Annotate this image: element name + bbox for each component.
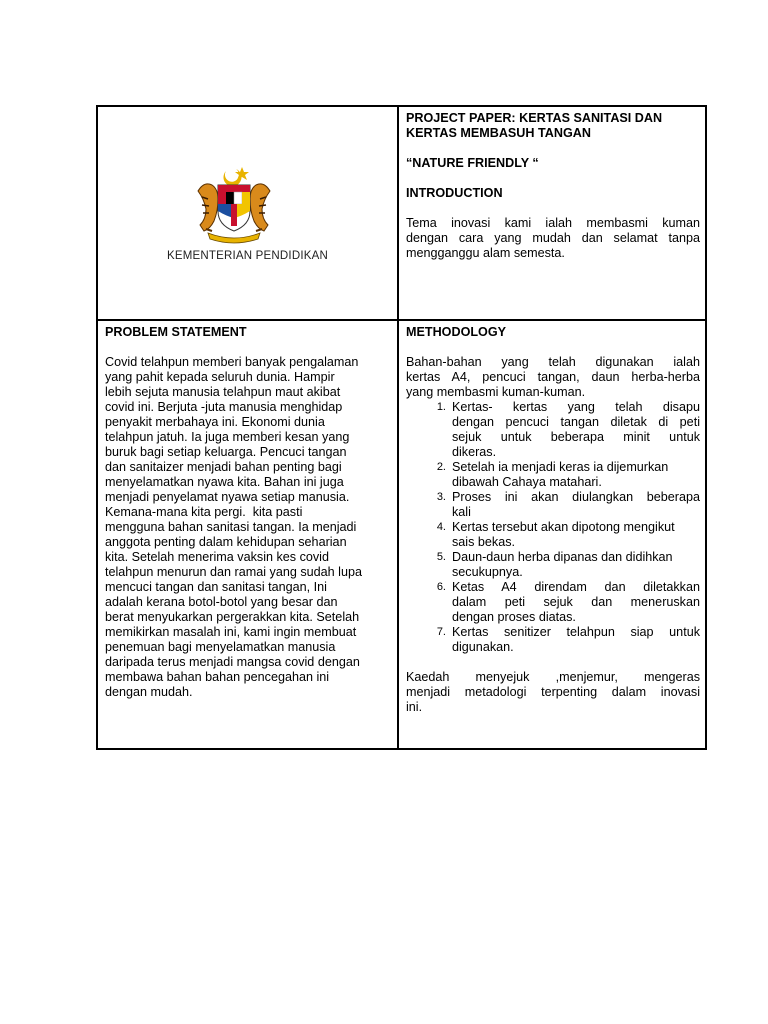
text-line: berat menyukarkan pergerakkan kita. Setelah: [105, 610, 360, 624]
step-number: 5.: [436, 551, 446, 563]
text-line: digunakan.: [452, 640, 514, 654]
project-title-line: KERTAS MEMBASUH TANGAN: [406, 126, 591, 140]
text-line: Kertas senitizer telahpun siap untuk: [452, 625, 700, 639]
tagline: “NATURE FRIENDLY “: [406, 156, 539, 170]
text-line: sejuk untuk beberapa minit untuk: [452, 430, 700, 444]
introduction-heading: INTRODUCTION: [406, 186, 503, 200]
text-line: buruk bagi setiap keluarga. Pencuci tangan: [105, 445, 347, 459]
text-line: memikirkan masalah ini, kami ingin membuat: [105, 625, 357, 639]
text-line: Covid telahpun memberi banyak pengalaman: [105, 355, 359, 369]
methodology-heading: METHODOLOGY: [406, 325, 507, 339]
step-number: 3.: [436, 491, 446, 503]
step-number: 7.: [436, 626, 446, 638]
text-line: dengan cara yang mudah dan selamat tanpa: [406, 231, 700, 245]
list-item: [436, 490, 700, 520]
text-line: yang pahit kepada seluruh dunia. Hampir: [105, 370, 335, 384]
text-line: penyakit merbahaya ini. Ekonomi dunia: [105, 415, 325, 429]
text-line: adalah kerana botol-botol yang besar dan: [105, 595, 338, 609]
methodology-cell: [399, 321, 705, 748]
problem-statement-heading: PROBLEM STATEMENT: [105, 325, 247, 339]
text-line: kita. Setelah menerima vaksin kes covid: [105, 550, 329, 564]
step-number: 6.: [436, 581, 446, 593]
text-line: mengguna bahan sanitasi tangan. Ia menjadi: [105, 520, 357, 534]
malaysia-coat-of-arms-icon: [190, 161, 278, 249]
list-item: [436, 580, 700, 625]
ministry-label: KEMENTERIAN PENDIDIKAN: [167, 250, 328, 262]
text-line: Kemana-mana kita pergi. kita pasti: [105, 505, 303, 519]
text-line: Kertas- kertas yang telah disapu: [452, 400, 700, 414]
text-line: dengan proses diatas.: [452, 610, 576, 624]
step-number: 2.: [436, 461, 446, 473]
introduction-text: [406, 216, 700, 261]
text-line: kali: [452, 505, 471, 519]
text-line: telahpun menurun dan ramai yang sudah lupa: [105, 565, 362, 579]
text-line: Proses ini akan diulangkan beberapa: [452, 490, 700, 504]
step-number: 4.: [436, 521, 446, 533]
text-line: anggota penting dalam kehidupan seharian: [105, 535, 347, 549]
text-line: Kaedah menyejuk ,menjemur, mengeras: [406, 670, 700, 684]
text-line: yang membasmi kuman-kuman.: [406, 385, 586, 399]
text-line: mengganggu alam semesta.: [406, 246, 565, 260]
list-item: [436, 460, 700, 490]
project-paper-table: [96, 105, 707, 750]
list-item: [436, 550, 700, 580]
text-line: mencuci tangan dan sanitasi tangan, Ini: [105, 580, 327, 594]
logo-cell: [98, 107, 397, 319]
list-item: [436, 520, 700, 550]
text-line: Kertas tersebut akan dipotong mengikut: [452, 520, 675, 534]
text-line: dibawah Cahaya matahari.: [452, 475, 602, 489]
text-line: Setelah ia menjadi keras ia dijemurkan: [452, 460, 669, 474]
text-line: Tema inovasi kami ialah membasmi kuman: [406, 216, 700, 230]
intro-cell: [399, 107, 705, 319]
methodology-closing: [406, 670, 700, 715]
text-line: membawa bahan bahan pencegahan ini: [105, 670, 330, 684]
text-line: dengan pencuci tangan diletak di peti: [452, 415, 700, 429]
problem-statement-cell: [98, 321, 397, 748]
text-line: ini.: [406, 700, 423, 714]
list-item: [436, 625, 700, 655]
text-line: menjadi penyelamat nyawa setiap manusia.: [105, 490, 350, 504]
text-line: lebih sejuta manusia telahpun maut akibat: [105, 385, 341, 399]
text-line: Ketas A4 direndam dan diletakkan: [452, 580, 700, 594]
text-line: menyelamatkan nyawa kita. Bahan ini juga: [105, 475, 344, 489]
text-line: covid ini. Berjuta -juta manusia menghidap: [105, 400, 343, 414]
text-line: kertas A4, pencuci tangan, daun herba-herba: [406, 370, 700, 384]
text-line: penemuan bagi menyelamatkan manusia: [105, 640, 336, 654]
methodology-steps: [406, 400, 700, 655]
text-line: dan sanitaizer menjadi bahan penting bagi: [105, 460, 342, 474]
text-line: dikeras.: [452, 445, 497, 459]
text-line: daripada terus menjadi mangsa covid dengan: [105, 655, 360, 669]
text-line: sais bekas.: [452, 535, 515, 549]
methodology-intro: [406, 355, 700, 400]
text-line: menjadi metadologi terpenting dalam inovasi: [406, 685, 700, 699]
text-line: telahpun jatuh. Ia juga memberi kesan yang: [105, 430, 350, 444]
text-line: Bahan-bahan yang telah digunakan ialah: [406, 355, 700, 369]
list-item: [436, 400, 700, 460]
text-line: secukupnya.: [452, 565, 523, 579]
text-line: Daun-daun herba dipanas dan didihkan: [452, 550, 673, 564]
project-title-line: PROJECT PAPER: KERTAS SANITASI DAN: [406, 111, 663, 125]
text-line: dalam peti sejuk dan meneruskan: [452, 595, 700, 609]
step-number: 1.: [436, 401, 446, 413]
problem-statement-text: [105, 355, 395, 700]
text-line: dengan mudah.: [105, 685, 193, 699]
